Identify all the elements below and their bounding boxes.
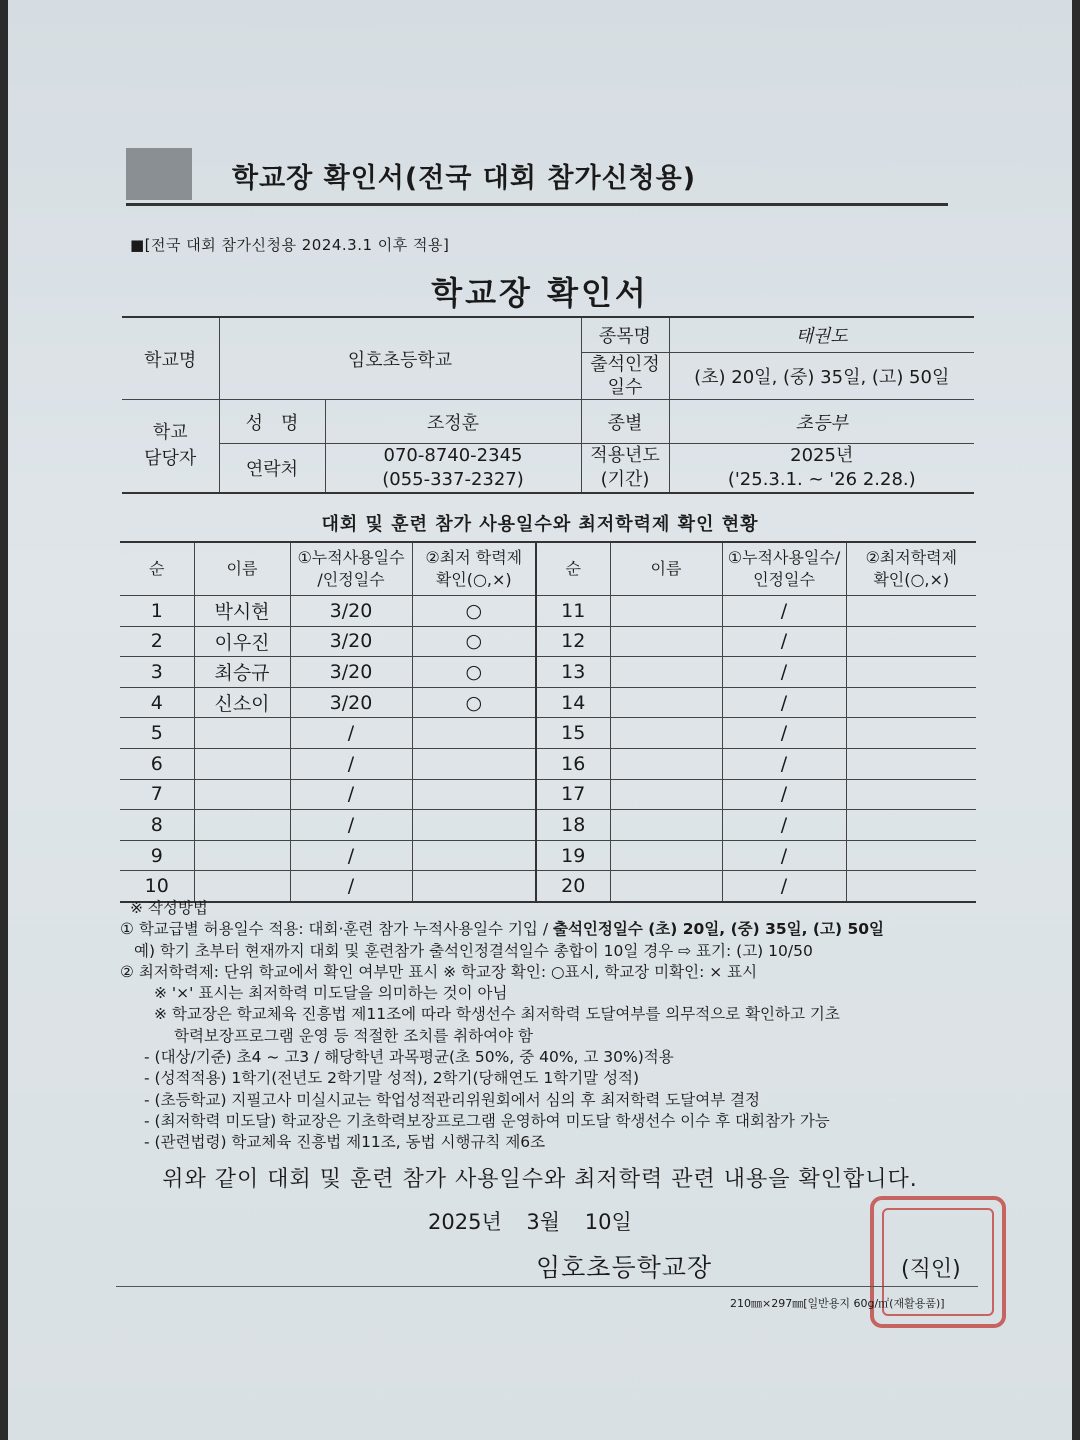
event-label: 종목명: [581, 317, 669, 353]
contact-group-label: 학교 담당자: [122, 400, 219, 494]
roster-header-cell: ②최저 학력제 확인(○,×): [412, 542, 536, 596]
table-cell: 3/20: [290, 687, 412, 718]
header-title: 학교장 확인서(전국 대회 참가신청용): [232, 163, 697, 194]
table-cell: [194, 748, 290, 779]
table-cell: 10: [120, 871, 194, 902]
table-cell: [846, 748, 976, 779]
notes-heading: ※ 작성방법: [130, 899, 208, 917]
note-line-text: ① 학교급별 허용일수 적용: 대회·훈련 참가 누적사용일수 기입 /: [120, 920, 553, 939]
table-cell: /: [290, 779, 412, 810]
table-cell: [846, 718, 976, 749]
note-line: - (초등학교) 지필고사 미실시교는 학업성적관리위원회에서 심의 후 최저학력 도달여부 결정: [144, 1090, 761, 1109]
table-cell: /: [722, 871, 846, 902]
header-bar: [126, 148, 192, 200]
table-cell: 13: [536, 657, 610, 688]
table-cell: 17: [536, 779, 610, 810]
table-cell: /: [722, 779, 846, 810]
note-line: - (대상/기준) 초4 ~ 고3 / 해당학년 과목평균(초 50%, 중 40%, 고 30%)적용: [144, 1048, 674, 1067]
info-table: [122, 316, 974, 494]
table-cell: [610, 687, 722, 718]
table-row: [120, 840, 976, 871]
table-cell: 1: [120, 596, 194, 627]
table-cell: 11: [536, 596, 610, 627]
table-cell: 16: [536, 748, 610, 779]
table-cell: [846, 840, 976, 871]
roster-header-cell: 이름: [194, 542, 290, 596]
table-cell: ○: [412, 626, 536, 657]
table-cell: /: [722, 748, 846, 779]
table-cell: 14: [536, 687, 610, 718]
note-line-bold: 출석인정일수 (초) 20일, (중) 35일, (고) 50일: [552, 920, 885, 939]
school-label: 학교명: [122, 317, 219, 400]
table-cell: 8: [120, 810, 194, 841]
table-row: [120, 718, 976, 749]
table-cell: [194, 840, 290, 871]
table-cell: /: [290, 810, 412, 841]
table-cell: 4: [120, 687, 194, 718]
note-line: - (최저학력 미도달) 학교장은 기초학력보장프로그램 운영하여 미도달 학생선수 이수 후 대회참가 가능: [144, 1111, 830, 1130]
table-cell: 최승규: [194, 657, 290, 688]
roster-header-cell: 순: [536, 542, 610, 596]
table-cell: /: [722, 718, 846, 749]
table-cell: [846, 779, 976, 810]
subnote: ■[전국 대회 참가신청용 2024.3.1 이후 적용]: [130, 236, 450, 254]
table-cell: /: [722, 687, 846, 718]
roster-header-cell: ②최저학력제 확인(○,×): [846, 542, 976, 596]
attend-label: 출석인정 일수: [581, 353, 669, 400]
table-cell: /: [722, 596, 846, 627]
note-line: - (관련법령) 학교체육 진흥법 제11조, 동법 시행규칙 제6조: [144, 1133, 546, 1152]
table-row: [120, 657, 976, 688]
table-cell: 이우진: [194, 626, 290, 657]
table-cell: [412, 718, 536, 749]
table-cell: [610, 779, 722, 810]
document-page: [8, 0, 1072, 1440]
table-row: [120, 810, 976, 841]
table-row: [120, 687, 976, 718]
table-cell: 15: [536, 718, 610, 749]
table-cell: [412, 748, 536, 779]
name-value: 조정훈: [325, 400, 581, 444]
table-cell: 9: [120, 840, 194, 871]
table-cell: /: [290, 871, 412, 902]
table-cell: 2: [120, 626, 194, 657]
table-cell: ○: [412, 657, 536, 688]
note-line: ※ '×' 표시는 최저학력 미도달을 의미하는 것이 아님: [154, 984, 508, 1003]
table-cell: [194, 779, 290, 810]
table-row: [120, 779, 976, 810]
table-row: [120, 626, 976, 657]
name-label: 성 명: [219, 400, 325, 444]
event-value: 태권도: [669, 317, 974, 353]
table-cell: 3/20: [290, 596, 412, 627]
table-cell: /: [722, 840, 846, 871]
table-cell: [194, 810, 290, 841]
table-cell: /: [290, 748, 412, 779]
table-cell: 3: [120, 657, 194, 688]
table-cell: 3/20: [290, 657, 412, 688]
table-cell: 18: [536, 810, 610, 841]
table-cell: /: [722, 810, 846, 841]
note-line: 학력보장프로그램 운영 등 적절한 조치를 취하여야 함: [174, 1026, 533, 1045]
table-cell: ○: [412, 687, 536, 718]
roster-header-cell: 이름: [610, 542, 722, 596]
table-cell: [412, 840, 536, 871]
category-label: 종별: [581, 400, 669, 444]
roster-header-cell: 순: [120, 542, 194, 596]
table-cell: ○: [412, 596, 536, 627]
table-cell: 3/20: [290, 626, 412, 657]
roster-table: [120, 541, 976, 903]
phone-value: 070-8740-2345 (055-337-2327): [325, 444, 581, 494]
year-value: 2025년 ('25.3.1. ~ '26 2.28.): [669, 444, 974, 494]
paper-spec: 210㎜×297㎜[일반용지 60g/㎡(재활용품)]: [730, 1297, 945, 1310]
table-cell: [846, 810, 976, 841]
table-cell: [412, 810, 536, 841]
table-cell: [412, 779, 536, 810]
table-cell: [846, 657, 976, 688]
table-cell: [610, 718, 722, 749]
year-label: 적용년도 (기간): [581, 444, 669, 494]
table-cell: 5: [120, 718, 194, 749]
table-cell: 6: [120, 748, 194, 779]
confirm-statement: 위와 같이 대회 및 훈련 참가 사용일수와 최저학력 관련 내용을 확인합니다.: [162, 1167, 918, 1192]
table-cell: [610, 626, 722, 657]
table-cell: /: [722, 657, 846, 688]
note-line: - (성적적용) 1학기(전년도 2학기말 성적), 2학기(당해연도 1학기말 성적): [144, 1069, 640, 1088]
table-cell: 12: [536, 626, 610, 657]
table-cell: /: [722, 626, 846, 657]
table-row: [120, 596, 976, 627]
table-cell: [610, 748, 722, 779]
phone-label: 연락처: [219, 444, 325, 494]
school-value: 임호초등학교: [219, 317, 581, 400]
note-line: [120, 919, 990, 940]
table-cell: [610, 810, 722, 841]
table-cell: 20: [536, 871, 610, 902]
issue-date: 2025년 3월 10일: [428, 1210, 632, 1234]
table-cell: 박시현: [194, 596, 290, 627]
note-line: ※ 학교장은 학교체육 진흥법 제11조에 따라 학생선수 최저학력 도달여부를 의무적으로 확인하고 기초: [154, 1005, 840, 1024]
attend-value: (초) 20일, (중) 35일, (고) 50일: [669, 353, 974, 400]
note-line: ② 최저학력제: 단위 학교에서 확인 여부만 표시 ※ 학교장 확인: ○표시, 학교장 미확인: × 표시: [120, 962, 758, 981]
table-cell: [194, 718, 290, 749]
table-cell: 신소이: [194, 687, 290, 718]
roster-title: 대회 및 훈련 참가 사용일수와 최저학력제 확인 현황: [321, 514, 759, 535]
table-cell: 7: [120, 779, 194, 810]
table-cell: [610, 657, 722, 688]
main-title: 학교장 확인서: [431, 274, 649, 312]
seal-label: (직인): [901, 1257, 961, 1282]
table-cell: [610, 840, 722, 871]
table-row: [120, 748, 976, 779]
table-cell: 19: [536, 840, 610, 871]
table-cell: [846, 687, 976, 718]
table-cell: [610, 596, 722, 627]
roster-header-cell: ①누적사용일수 /인정일수: [290, 542, 412, 596]
category-value: 초등부: [669, 400, 974, 444]
table-cell: [846, 596, 976, 627]
roster-header-row: [120, 542, 976, 596]
header-rule: [126, 203, 948, 206]
bottom-rule: [116, 1286, 978, 1287]
table-cell: /: [290, 840, 412, 871]
principal-name: 임호초등학교장: [536, 1253, 713, 1282]
notes: [120, 898, 990, 1154]
table-cell: /: [290, 718, 412, 749]
table-cell: [846, 626, 976, 657]
roster-header-cell: ①누적사용일수/ 인정일수: [722, 542, 846, 596]
note-line: 예) 학기 초부터 현재까지 대회 및 훈련참가 출석인정결석일수 총합이 10일 경우 ⇨ 표기: (고) 10/50: [134, 941, 813, 960]
